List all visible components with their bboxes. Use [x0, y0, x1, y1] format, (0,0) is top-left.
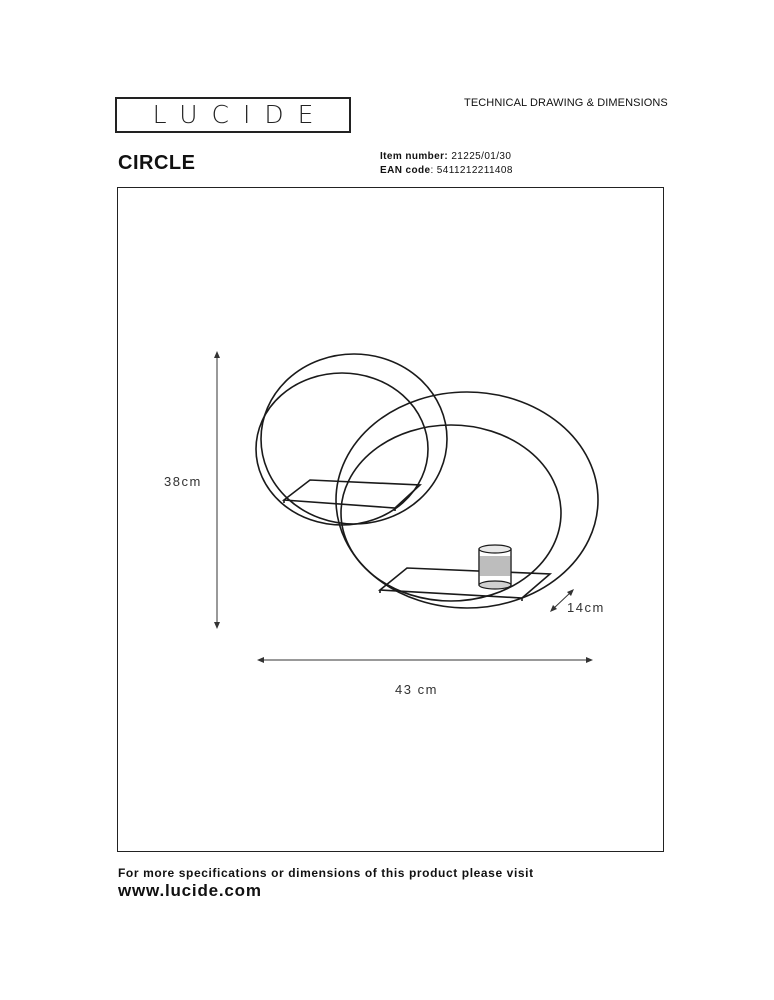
- logo-text: LUCIDE: [152, 100, 328, 129]
- ean-label: EAN code: [380, 165, 431, 176]
- document-type: TECHNICAL DRAWING & DIMENSIONS: [464, 97, 668, 109]
- depth-label: 14cm: [567, 600, 605, 615]
- height-label: 38cm: [164, 474, 202, 489]
- ean-value: 5411212211408: [436, 165, 513, 176]
- item-number-label: Item number:: [380, 151, 449, 162]
- small-ring: [256, 354, 447, 525]
- product-name: CIRCLE: [118, 152, 196, 174]
- item-number-value: 21225/01/30: [451, 151, 512, 162]
- width-label: 43 cm: [395, 682, 438, 697]
- ean-code: EAN code: 5411212211408: [380, 165, 513, 176]
- footer-note: For more specifications or dimensions of this product please visit: [118, 866, 534, 880]
- height-dimension-line: [214, 351, 220, 629]
- website-link[interactable]: www.lucide.com: [118, 881, 262, 900]
- large-ring: [336, 392, 598, 608]
- lamp-fixture: [479, 545, 511, 589]
- width-dimension-line: [257, 657, 593, 663]
